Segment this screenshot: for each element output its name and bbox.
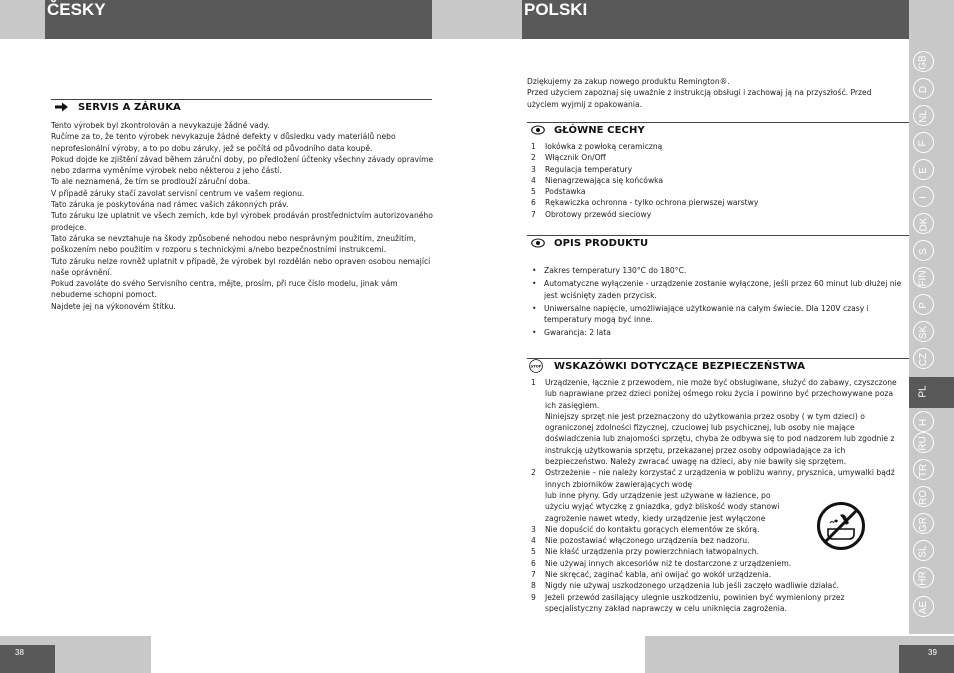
list-item: 3 Nie dopuścić do kontaktu gorących elementów ze skórą. — [531, 524, 760, 534]
left-page-number: 38 — [15, 648, 24, 657]
language-tab[interactable]: NL — [913, 105, 934, 126]
eye-icon — [531, 238, 545, 248]
language-tab[interactable]: D — [913, 78, 934, 99]
language-tab[interactable]: RU — [913, 432, 934, 453]
no-water-warning-icon — [816, 501, 866, 551]
list-item: • Gwarancja: 2 lata — [527, 327, 903, 338]
list-item: zagrożenie nawet wtedy, kiedy urządzenie jest wyłączone — [545, 513, 766, 523]
list-item: 2 Ostrzeżenie – nie należy korzystać z urządzenia w pobliżu wanny, prysznica, umywalki bądź innych zbiorników zawierających wodę — [531, 468, 895, 489]
paragraph: Tuto záruku lze uplatnit ve všech zemích, kde byl výrobek prodáván prostřednictvím autorizovaného prodejce. — [51, 211, 433, 232]
paragraph: Tato záruka se nevztahuje na škody způsobené nehodou nebo nesprávným použitím, zneužitím, poškozením nebo použitím v rozporu s technickými a/nebo bezpečnostními instrukcemi. — [51, 233, 416, 255]
right-top-grey — [909, 0, 954, 39]
language-tab[interactable]: S — [913, 240, 934, 261]
list-item: • Uniwersalne napięcie, umożliwiające użytkowanie na całym świecie. Dla 120V czasy i temperatury mogą być inne. — [527, 303, 903, 326]
left-header-band — [45, 0, 432, 39]
safety-title: WSKAZÓWKI DOTYCZĄCE BEZPIECZEŃSTWA — [554, 361, 806, 372]
list-item: użyciu wyjąć wtyczkę z gniazdka, gdyż bliskość wody stanowi — [545, 502, 780, 512]
language-tab[interactable]: GB — [913, 51, 934, 72]
right-header-title: POLSKI — [524, 0, 588, 19]
list-item: 5 Podstawka — [531, 187, 586, 197]
language-tab[interactable]: HR — [913, 567, 934, 588]
language-tab[interactable]: SL — [913, 540, 934, 561]
language-tab[interactable]: AE — [913, 596, 934, 617]
intro-line: Dziękujemy za zakup nowego produktu Remington®. — [527, 77, 730, 86]
description-header — [527, 235, 909, 250]
gutter — [432, 0, 522, 39]
description-title: OPIS PRODUKTU — [554, 238, 649, 249]
list-item: 7 Obrotowy przewód sieciowy — [531, 209, 652, 219]
paragraph: Pokud zavoláte do svého Servisního centra, mějte, prosím, při ruce číslo modelu, jinak vám nebudeme schopni pomoct. — [51, 279, 398, 300]
language-tab[interactable]: FIN — [913, 267, 934, 288]
language-tab[interactable]: P — [913, 294, 934, 315]
list-item: • Automatyczne wyłączenie - urządzenie zostanie wyłączone, jeśli przez 60 minut lub dłużej nie jest wciśnięty zaden przycisk. — [527, 278, 903, 301]
list-item: 7 Nie skręcać, zaginać kabla, ani owijać go wokół urządzenia. — [531, 570, 772, 580]
paragraph: Tento výrobek byl zkontrolován a nevykazuje žádné vady. — [51, 121, 270, 130]
description-list — [527, 265, 903, 341]
list-item: 8 Nigdy nie używaj uszkodzonego urządzenia lub jeśli zaczęło wadliwie działać. — [531, 581, 839, 591]
list-item: 4 Nie pozostawiać włączonego urządzenia bez nadzoru. — [531, 536, 750, 546]
list-item: 2 Włącznik On/Off — [531, 153, 606, 163]
list-item: Niniejszy sprzęt nie jest przeznaczony do użytkowania przez osoby ( w tym dzieci) o ograniczonej zdolności fizycznej, czuciowej lub psychicznej, lub osoby nie mające doświadczenia lub znajomości sprzętu, chyba że odbywa się to pod nadzorem lub zgodnie z instrukcją użytkowania sprzętu, przekazanej przez osoby odpowiadające za ich bezpieczeństwo. Należy zwracać uwagę na dzieci, aby nie bawiły się sprzętem. — [545, 411, 895, 467]
list-item: • Zakres temperatury 130°C do 180°C. — [527, 265, 903, 276]
left-section-header — [51, 99, 432, 114]
language-tab[interactable]: CZ — [913, 348, 934, 369]
left-header-title: ČESKY — [47, 0, 106, 19]
right-page-number: 39 — [928, 648, 937, 657]
list-item: 9 Jeżeli przewód zasilający ulegnie uszkodzeniu, powinien być wymieniony przez specjalistyczny zakład naprawczy w celu uniknięcia zagrożenia. — [531, 592, 845, 613]
list-item: 4 Nienagrzewająca się końcówka — [531, 175, 664, 185]
left-warranty-text — [51, 120, 435, 312]
right-intro — [527, 76, 903, 110]
paragraph: Tuto záruku nelze rovněž uplatnit v případě, že výrobek byl rozdělán nebo opraven osobou nemající naše oprávnění. — [51, 256, 431, 277]
stop-icon — [529, 359, 543, 373]
safety-list — [527, 377, 903, 614]
language-tab[interactable]: F — [913, 132, 934, 153]
language-tab[interactable]: SK — [913, 321, 934, 342]
list-item: 6 Nie używaj innych akcesoriów niż te dostarczone z urządzeniem. — [531, 558, 792, 568]
list-item: 3 Regulacja temperatury — [531, 164, 633, 174]
paragraph: Najdete jej na výkonovém štítku. — [51, 301, 176, 311]
paragraph: Ručíme za to, že tento výrobek nevykazuje žádné defekty v důsledku vady materiálů nebo neprofesionální výroby, a to po dobu záruky, jež se počítá od původního data koupě. — [51, 132, 396, 153]
list-item: 6 Rękawiczka ochronna - tylko ochrona pierwszej warstwy — [531, 198, 759, 208]
language-tab[interactable]: E — [913, 159, 934, 180]
paragraph: To ale neznamená, že tím se prodlouží záruční doba. — [51, 177, 251, 187]
paragraph: Tato záruka je poskytována nad rámec vašich zákonných práv. — [51, 200, 289, 210]
language-tab[interactable]: DK — [913, 213, 934, 234]
language-tab-active[interactable]: PL — [913, 380, 934, 401]
eye-icon — [531, 125, 545, 135]
left-footer-dark — [0, 645, 55, 673]
language-tab[interactable]: H — [913, 411, 934, 432]
language-tab[interactable]: GR — [913, 513, 934, 534]
paragraph: Pokud dojde ke zjištění závad během záruční doby, po předložení účtenky všechny závady opravíme nebo zdarma vyměníme výrobek nebo některou z jeho částí. — [51, 154, 434, 176]
intro-line: Przed użyciem zapoznaj się uważnie z instrukcją obsługi i zachowaj ją na przyszłość. Przed użyciem wyjmij z opakowania. — [527, 88, 872, 109]
list-item: 5 Nie kłaść urządzenia przy powierzchniach łatwopalnych. — [531, 547, 759, 557]
list-item: 1 Iokówka z powłoką ceramiczną — [531, 142, 663, 151]
left-section-title: SERVIS A ZÁRUKA — [78, 102, 181, 113]
list-item: 1 Urządzenie, łącznie z przewodem, nie może być obsługiwane, służyć do zabawy, czyszczone lub naprawiane przez dzieci poniżej ośmego roku życia i powinno być przechowywane poza ich zasięgiem. — [531, 378, 897, 410]
language-tab[interactable]: TR — [913, 459, 934, 480]
language-tab[interactable]: RO — [913, 486, 934, 507]
right-footer-dark — [899, 645, 954, 673]
safety-header — [527, 358, 909, 373]
stop-label: STOP — [530, 364, 542, 369]
paragraph: V případě záruky stačí zavolat servisní centrum ve vašem regionu. — [51, 188, 305, 198]
features-title: GŁÓWNE CECHY — [554, 125, 645, 136]
arrow-right-icon — [55, 102, 69, 112]
language-tab[interactable]: I — [913, 186, 934, 207]
features-list — [527, 141, 903, 220]
right-header-band — [522, 0, 909, 39]
features-header — [527, 122, 909, 137]
list-item: lub inne płyny. Gdy urządzenie jest używane w łazience, po — [545, 490, 771, 500]
